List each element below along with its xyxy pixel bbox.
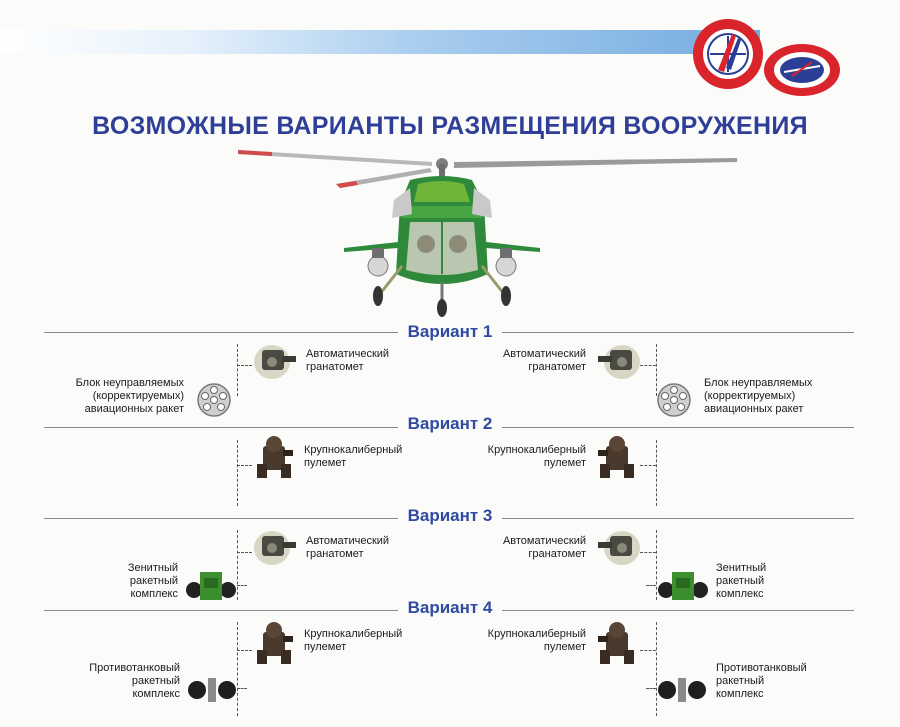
variant-1-title: Вариант 1 [0, 322, 900, 342]
sam-launcher-icon [658, 568, 708, 604]
variant-4-title: Вариант 4 [0, 598, 900, 618]
page-title: ВОЗМОЖНЫЕ ВАРИАНТЫ РАЗМЕЩЕНИЯ ВООРУЖЕНИЯ [92, 112, 808, 140]
rocket-pod-icon [196, 382, 232, 418]
connector-stub [237, 465, 252, 466]
connector-left [237, 530, 238, 600]
grenade-launcher-icon [252, 526, 298, 568]
connector-left [237, 440, 238, 506]
connector-stub [646, 585, 656, 586]
variant-3-title: Вариант 3 [0, 506, 900, 526]
connector-left [237, 622, 238, 716]
connector-right [656, 530, 657, 600]
variant-3-inner-left-label: Автоматический гранатомет [306, 535, 390, 560]
heavy-machine-gun-icon [596, 620, 636, 666]
connector-stub [237, 585, 247, 586]
sam-launcher-icon [186, 568, 236, 604]
connector-stub [237, 688, 247, 689]
atgm-launcher-icon [658, 676, 706, 704]
connector-stub [640, 465, 656, 466]
connector-left [237, 344, 238, 396]
variant-2-inner-right-label: Крупнокалиберный пулемет [487, 444, 586, 469]
rocket-pod-icon [656, 382, 692, 418]
variant-4-inner-right-label: Крупнокалиберный пулемет [487, 628, 586, 653]
variant-2-inner-left-label: Крупнокалиберный пулемет [304, 444, 403, 469]
connector-stub [646, 688, 656, 689]
connector-right [656, 622, 657, 716]
connector-stub [640, 650, 656, 651]
variant-3-outer-left-label: Зенитный ракетный комплекс [127, 562, 178, 600]
connector-right [656, 440, 657, 506]
connector-stub [237, 650, 252, 651]
connector-stub [640, 365, 656, 366]
grenade-launcher-icon [252, 340, 298, 382]
company-logo-left [690, 16, 766, 92]
atgm-launcher-icon [188, 676, 236, 704]
heavy-machine-gun-icon [255, 620, 295, 666]
variant-4-outer-left-label: Противотанковый ракетный комплекс [89, 662, 180, 700]
heavy-machine-gun-icon [255, 434, 295, 480]
variant-4-outer-right-label: Противотанковый ракетный комплекс [716, 662, 807, 700]
helicopter-illustration [232, 144, 742, 322]
connector-stub [237, 552, 252, 553]
variant-3-inner-right-label: Автоматический гранатомет [502, 535, 586, 560]
header-band [0, 30, 760, 54]
grenade-launcher-icon [596, 340, 642, 382]
connector-stub [237, 365, 252, 366]
variant-1-inner-right-label: Автоматический гранатомет [502, 348, 586, 373]
variant-1-outer-left-label: Блок неуправляемых (корректируемых) авиационных ракет [75, 377, 184, 415]
variant-1-inner-left-label: Автоматический гранатомет [306, 348, 390, 373]
variant-3-outer-right-label: Зенитный ракетный комплекс [716, 562, 767, 600]
connector-stub [640, 552, 656, 553]
company-logo-right [762, 42, 842, 98]
variant-4-inner-left-label: Крупнокалиберный пулемет [304, 628, 403, 653]
variant-1-outer-right-label: Блок неуправляемых (корректируемых) авиационных ракет [704, 377, 813, 415]
grenade-launcher-icon [596, 526, 642, 568]
variant-2-title: Вариант 2 [0, 414, 900, 434]
heavy-machine-gun-icon [596, 434, 636, 480]
